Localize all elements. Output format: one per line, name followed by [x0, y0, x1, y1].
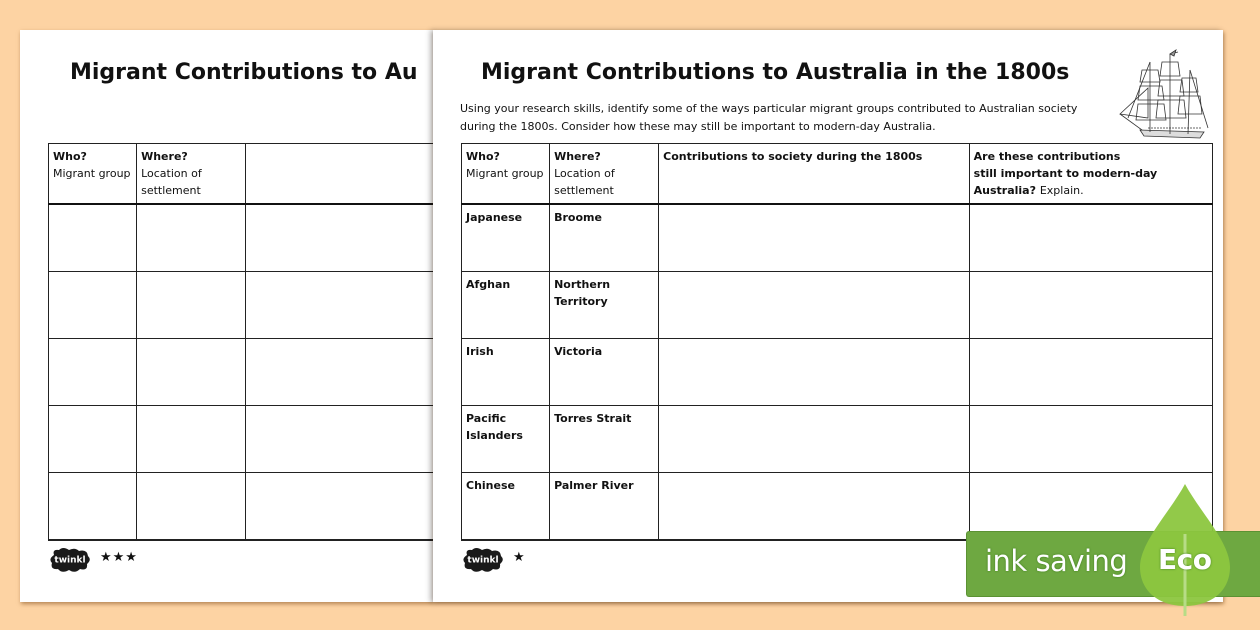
cell-who: Chinese	[462, 473, 550, 540]
twinkl-logo	[48, 547, 92, 573]
cell-contributions[interactable]	[659, 473, 969, 540]
footer-divider	[48, 539, 433, 541]
header-where: Where? Location of settlement	[137, 144, 246, 205]
twinkl-logo	[461, 547, 505, 573]
cell-who: Japanese	[462, 204, 550, 272]
cell-where[interactable]	[137, 406, 246, 473]
worksheet-page-one-star	[433, 30, 1223, 602]
cell-where: Torres Strait	[550, 406, 659, 473]
cell-who[interactable]	[49, 272, 137, 339]
cell-still-important[interactable]	[969, 204, 1212, 272]
cell-contributions[interactable]	[659, 406, 969, 473]
cell-contributions[interactable]	[659, 272, 969, 339]
difficulty-stars: ★★★	[100, 550, 138, 565]
header-contributions-partial	[246, 144, 433, 205]
table-row	[462, 406, 1213, 473]
cell-who[interactable]	[49, 406, 137, 473]
cell-contributions[interactable]	[659, 204, 969, 272]
sailing-ship-illustration	[1118, 48, 1213, 140]
cell-where[interactable]	[137, 272, 246, 339]
logo-text: twinkl	[467, 555, 499, 566]
cell-where[interactable]	[137, 473, 246, 540]
cell-who[interactable]	[49, 204, 137, 272]
table-row	[462, 339, 1213, 406]
instructions-line-2: during the 1800s. Consider how these may still be important to modern-day Australia.	[460, 120, 936, 133]
cell-who: Irish	[462, 339, 550, 406]
cell-where: Victoria	[550, 339, 659, 406]
table-header-row	[462, 144, 1213, 205]
difficulty-stars: ★	[513, 550, 526, 565]
cell-who: Pacific Islanders	[462, 406, 550, 473]
table-row	[462, 204, 1213, 272]
cell-who: Afghan	[462, 272, 550, 339]
cell-where: Broome	[550, 204, 659, 272]
cell-contributions[interactable]	[246, 473, 433, 540]
table-row	[462, 473, 1213, 540]
ink-saving-label: ink saving	[985, 544, 1128, 578]
migrant-table	[461, 143, 1213, 540]
table-row	[49, 204, 434, 272]
table-header-row	[49, 144, 434, 205]
worksheet-title: Migrant Contributions to Australia in the 1800s	[481, 60, 1070, 85]
cell-still-important[interactable]	[969, 339, 1212, 406]
cell-where: Northern Territory	[550, 272, 659, 339]
cell-contributions[interactable]	[246, 204, 433, 272]
header-contributions: Contributions to society during the 1800s	[659, 144, 969, 205]
instructions-line-1: Using your research skills, identify some of the ways particular migrant groups contributed to Australian society	[460, 102, 1078, 115]
table-row	[462, 272, 1213, 339]
header-who: Who? Migrant group	[462, 144, 550, 205]
worksheet-title-partial: Migrant Contributions to Au	[70, 60, 418, 85]
header-who: Who? Migrant group	[49, 144, 137, 205]
table-row	[49, 339, 434, 406]
header-where: Where? Location of settlement	[550, 144, 659, 205]
worksheet-page-three-star	[20, 30, 433, 602]
cell-where[interactable]	[137, 204, 246, 272]
worksheet-instructions	[460, 100, 1077, 136]
cell-contributions[interactable]	[246, 272, 433, 339]
cell-where: Palmer River	[550, 473, 659, 540]
cell-still-important[interactable]	[969, 406, 1212, 473]
table-row	[49, 272, 434, 339]
migrant-table	[48, 143, 433, 540]
cell-contributions[interactable]	[659, 339, 969, 406]
cell-who[interactable]	[49, 473, 137, 540]
logo-text: twinkl	[54, 555, 86, 566]
table-row	[49, 406, 434, 473]
header-still-important: Are these contributions still important to modern-day Australia? Explain.	[969, 144, 1212, 205]
cell-still-important[interactable]	[969, 272, 1212, 339]
cell-where[interactable]	[137, 339, 246, 406]
table-row	[49, 473, 434, 540]
cell-contributions[interactable]	[246, 406, 433, 473]
eco-label: Eco	[1158, 543, 1212, 576]
cell-contributions[interactable]	[246, 339, 433, 406]
cell-who[interactable]	[49, 339, 137, 406]
